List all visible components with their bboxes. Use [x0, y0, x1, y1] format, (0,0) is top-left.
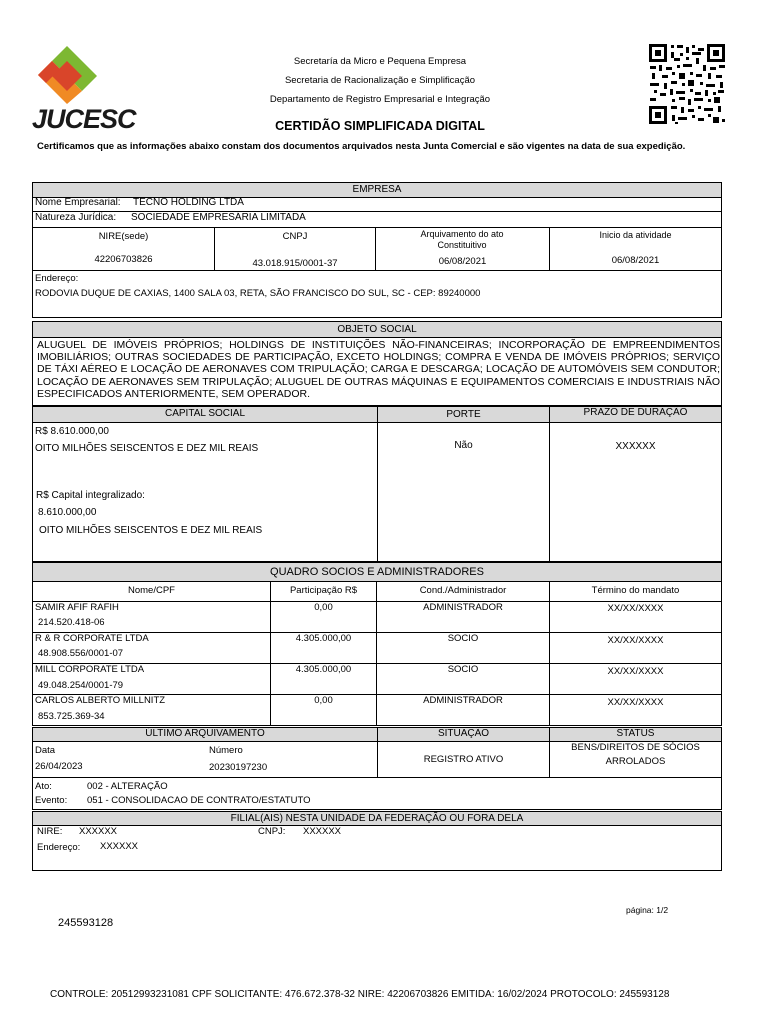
data-label: Data: [35, 745, 56, 756]
prazo-duracao-heading: PRAZO DE DURAÇÃO: [583, 407, 688, 418]
socio-termino: XX/XX/XXXX: [607, 666, 664, 677]
socio-nome: R & R CORPORATE LTDA: [35, 633, 149, 644]
capital-social-heading: CAPITAL SOCIAL: [164, 408, 246, 419]
socio-participacao: 4.305.000,00: [295, 633, 352, 644]
jucesc-logo: [30, 44, 136, 136]
filial-nire-label: NIRE:: [37, 826, 63, 837]
column-participacao: Participação R$: [289, 585, 358, 596]
filial-cnpj-value: XXXXXX: [303, 826, 342, 837]
socio-participacao: 0,00: [314, 602, 333, 613]
natureza-juridica-value: SOCIEDADE EMPRESÁRIA LIMITADA: [131, 212, 306, 223]
controle-line: CONTROLE: 20512993231081 CPF SOLICITANTE: 476.672.378-32 NIRE: 42206703826 EMITIDA: 16/02/2024 PROTOCOLO: 245593128: [50, 989, 670, 1000]
socio-participacao: 0,00: [314, 695, 333, 706]
qr-code-icon: [648, 43, 726, 125]
socio-documento: 49.048.254/0001-79: [38, 680, 124, 691]
porte-value: Não: [454, 440, 473, 451]
socio-documento: 48.908.556/0001-07: [38, 648, 124, 659]
status-line-1: BENS/DIREITOS DE SÓCIOS: [571, 742, 700, 753]
inicio-atividade-label: Inicio da atividade: [599, 230, 672, 240]
situacao-heading: SITUAÇÃO: [437, 728, 490, 739]
page-number: página: 1/2: [626, 905, 669, 915]
status-line-2: ARROLADOS: [605, 756, 666, 767]
nire-label: NIRE(sede): [98, 231, 149, 242]
prazo-duracao-value: XXXXXX: [615, 441, 656, 452]
document-title: CERTIDÃO SIMPLIFICADA DIGITAL: [275, 119, 485, 133]
header-line-3: Departamento de Registro Empresarial e Integração: [269, 94, 491, 105]
socio-termino: XX/XX/XXXX: [607, 603, 664, 614]
socio-nome: CARLOS ALBERTO MILLNITZ: [35, 695, 166, 706]
numero-value: 20230197230: [209, 762, 268, 773]
status-heading: STATUS: [616, 728, 655, 739]
capital-extenso: OITO MILHÕES SEISCENTOS E DEZ MIL REAIS: [35, 443, 259, 454]
socio-condicao: ADMINISTRADOR: [423, 695, 503, 706]
column-nome-cpf: Nome/CPF: [128, 585, 175, 596]
situacao-value: REGISTRO ATIVO: [423, 754, 504, 765]
header-line-2: Secretaria de Racionalização e Simplificação: [284, 75, 476, 86]
filial-endereco-value: XXXXXX: [100, 841, 139, 852]
capital-integralizado-value: 8.610.000,00: [38, 507, 97, 518]
socio-termino: XX/XX/XXXX: [607, 697, 664, 708]
porte-heading: PORTE: [446, 409, 481, 420]
ato-value: 002 - ALTERAÇÃO: [87, 781, 168, 792]
ato-label: Ato:: [35, 781, 52, 792]
socio-condicao: SOCIO: [447, 664, 479, 675]
endereco-value: RODOVIA DUQUE DE CAXIAS, 1400 SALA 03, RETA, SÃO FRANCISCO DO SUL, SC - CEP: 89240000: [35, 288, 481, 299]
endereco-label: Endereço:: [35, 273, 79, 284]
header-line-1: Secretaría da Micro e Pequena Empresa: [293, 56, 467, 67]
socio-nome: MILL CORPORATE LTDA: [35, 664, 145, 675]
data-value: 26/04/2023: [35, 761, 83, 772]
nome-empresarial-value: TECNO HOLDING LTDA: [133, 197, 244, 208]
filial-endereco-label: Endereço:: [37, 842, 81, 853]
evento-label: Evento:: [35, 795, 68, 806]
objeto-social-text: ALUGUEL DE IMÓVEIS PRÓPRIOS; HOLDINGS DE INSTITUIÇÕES NÃO-FINANCEIRAS; INCORPORAÇÃO DE EMPREENDIMENTOS IMOBILIÁRIOS; OUTRAS SOCIEDADES DE PARTICIPAÇÃO, EXCETO HOLDINGS; COMPRA E VENDA DE IMÓVEIS PRÓPRIOS; SERVIÇO DE TÁXI AÉREO E LOCAÇÃO DE AERONAVES COM TRIPULAÇÃO; CARGA E DESCARGA; LOCAÇÃO DE AUTOMÓVEIS SEM CONDUTOR; LOCAÇÃO DE AERONAVES SEM TRIPULAÇÃO; ALUGUEL DE OUTRAS MÁQUINAS E EQUIPAMENTOS COMERCIAIS E INDUSTRIAIS NÃO ESPECIFICADOS ANTERIORMENTE, SEM OPERADOR.: [37, 339, 720, 400]
arquivamento-label: Arquivamento do ato Constituitivo: [420, 229, 504, 250]
filial-nire-value: XXXXXX: [79, 826, 118, 837]
socio-participacao: 4.305.000,00: [295, 664, 352, 675]
socio-condicao: SOCIO: [447, 633, 479, 644]
capital-value: R$ 8.610.000,00: [35, 426, 109, 437]
socio-termino: XX/XX/XXXX: [607, 635, 664, 646]
cnpj-value: 43.018.915/0001-37: [252, 258, 338, 269]
filial-heading: FILIAL(AIS) NESTA UNIDADE DA FEDERAÇÃO OU FORA DELA: [33, 812, 721, 825]
ultimo-arquivamento-heading: ÚLTIMO ARQUIVAMENTO: [145, 728, 265, 739]
jucesc-logo-icon: [30, 44, 120, 106]
empresa-heading: EMPRESA: [33, 183, 721, 197]
nire-value: 42206703826: [94, 254, 153, 265]
inicio-atividade-value: 06/08/2021: [611, 255, 660, 266]
qr-code: [648, 43, 726, 125]
cnpj-label: CNPJ: [282, 231, 308, 242]
arquivamento-value: 06/08/2021: [438, 256, 487, 267]
protocolo-number: 245593128: [58, 917, 114, 929]
column-termino-mandato: Término do mandato: [591, 585, 680, 596]
natureza-juridica-label: Natureza Jurídica:: [35, 212, 117, 223]
filial-cnpj-label: CNPJ:: [258, 826, 286, 837]
column-cond-administrador: Cond./Administrador: [419, 585, 507, 596]
socio-documento: 214.520.418-06: [38, 617, 105, 628]
socio-documento: 853.725.369-34: [38, 711, 105, 722]
objeto-social-heading: OBJETO SOCIAL: [33, 322, 721, 337]
intro-text: Certificamos que as informações abaixo constam dos documentos arquivados nesta Junta Comercial e são vigentes na data de sua expedição.: [37, 141, 686, 152]
evento-value: 051 - CONSOLIDACAO DE CONTRATO/ESTATUTO: [87, 795, 311, 806]
capital-integralizado-label: R$ Capital integralizado:: [36, 490, 145, 501]
nome-empresarial-label: Nome Empresarial:: [35, 197, 121, 208]
socios-heading: QUADRO SOCIOS E ADMINISTRADORES: [33, 563, 721, 581]
socio-condicao: ADMINISTRADOR: [423, 602, 503, 613]
capital-integralizado-extenso: OITO MILHÕES SEISCENTOS E DEZ MIL REAIS: [39, 525, 263, 536]
numero-label: Número: [209, 745, 243, 756]
socio-nome: SAMIR AFIF RAFIH: [35, 602, 119, 613]
logo-text: JUCESC: [32, 104, 136, 134]
